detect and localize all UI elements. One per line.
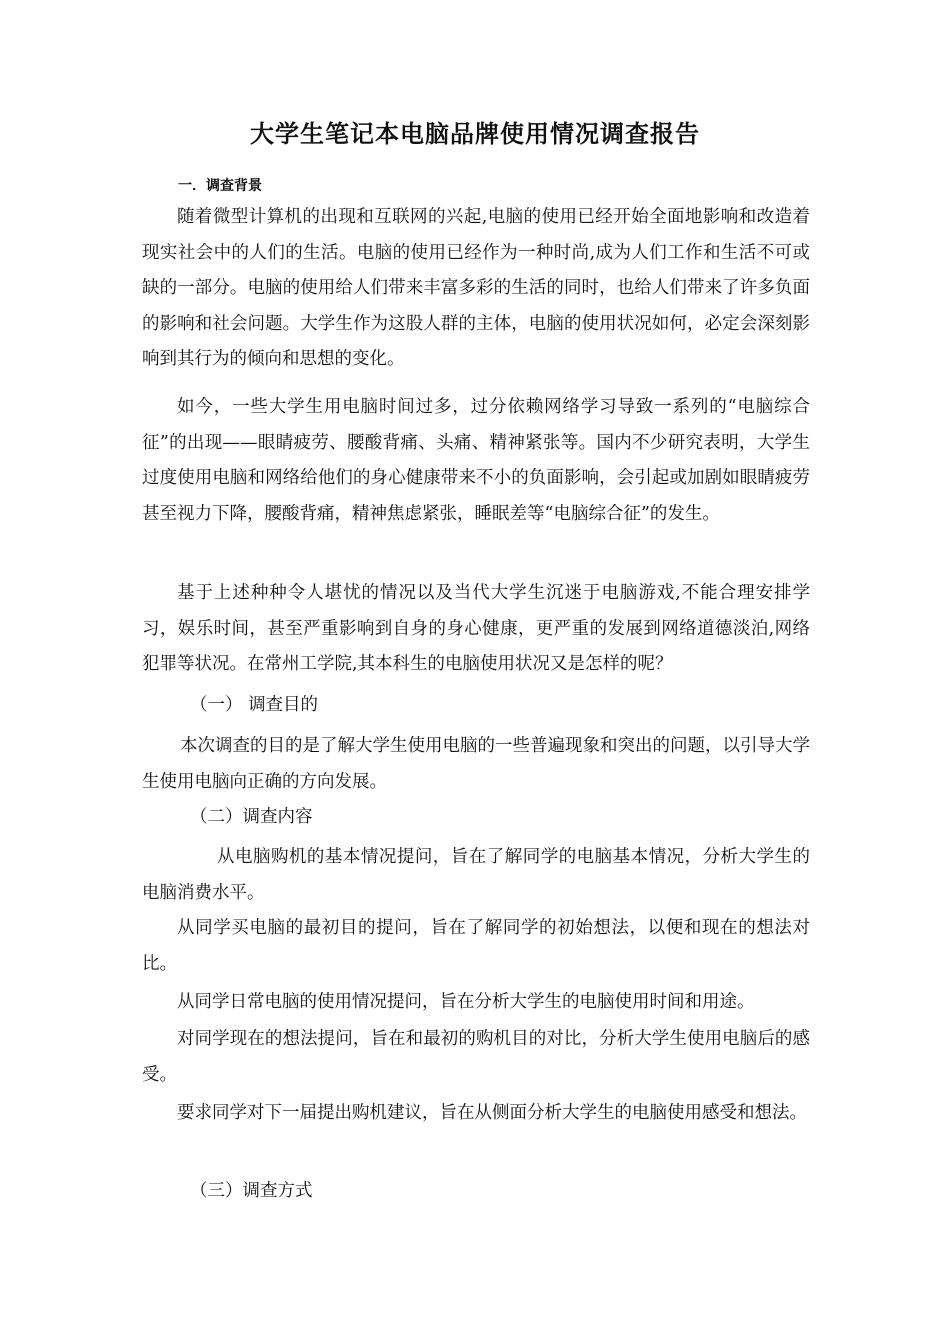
background-paragraph-2: 如今，一些大学生用电脑时间过多，过分依赖网络学习导致一系列的“电脑综合征”的出现——眼睛疲劳、腰酸背痛、头痛、精神紧张等。国内不少研究表明，大学生过度使用电脑和网络给他们的身心健康带来不小的负面影响，会引起或加剧如眼睛疲劳甚至视力下降，腰酸背痛，精神焦虑紧张，睡眠差等“电脑综合征”的发生。 — [142, 397, 810, 524]
subsection-heading-method: （三）调查方式 — [190, 1181, 313, 1201]
subsection-heading-content: （二）调查内容 — [190, 807, 313, 827]
subsection-heading-purpose: （一） 调查目的 — [190, 695, 319, 715]
background-paragraph-1: 随着微型计算机的出现和互联网的兴起,电脑的使用已经开始全面地影响和改造着现实社会中的人们的生活。电脑的使用已经作为一种时尚,成为人们工作和生活不可或缺的一部分。电脑的使用给人们带来丰富多彩的生活的同时，也给人们带来了许多负面的影响和社会问题。大学生作为这股人群的主体，电脑的使用状况如何，必定会深刻影响到其行为的倾向和思想的变化。 — [142, 207, 810, 369]
background-paragraph-3: 基于上述种种令人堪忧的情况以及当代大学生沉迷于电脑游戏,不能合理安排学习，娱乐时间，甚至严重影响到自身的身心健康，更严重的发展到网络道德淡泊,网络犯罪等状况。在常州工学院,其本科生的电脑使用状况又是怎样的呢？ — [142, 583, 810, 674]
content-paragraph-5: 要求同学对下一届提出购机建议，旨在从侧面分析大学生的电脑使用感受和想法。 — [177, 1103, 807, 1123]
content-paragraph-2: 从同学买电脑的最初目的提问，旨在了解同学的初始想法，以便和现在的想法对比。 — [142, 918, 810, 974]
content-paragraph-1: 从电脑购机的基本情况提问，旨在了解同学的电脑基本情况，分析大学生的电脑消费水平。 — [142, 847, 810, 903]
content-paragraph-4: 对同学现在的想法提问，旨在和最初的购机目的对比，分析大学生使用电脑后的感受。 — [142, 1029, 810, 1085]
content-paragraph-3: 从同学日常电脑的使用情况提问，旨在分析大学生的电脑使用时间和用途。 — [177, 992, 755, 1012]
document-title: 大学生笔记本电脑品牌使用情况调查报告 — [250, 120, 700, 148]
section-heading-background: 一．调查背景 — [178, 178, 262, 194]
purpose-paragraph: 本次调查的目的是了解大学生使用电脑的一些普遍现象和突出的问题，以引导大学生使用电脑向正确的方向发展。 — [142, 736, 810, 792]
